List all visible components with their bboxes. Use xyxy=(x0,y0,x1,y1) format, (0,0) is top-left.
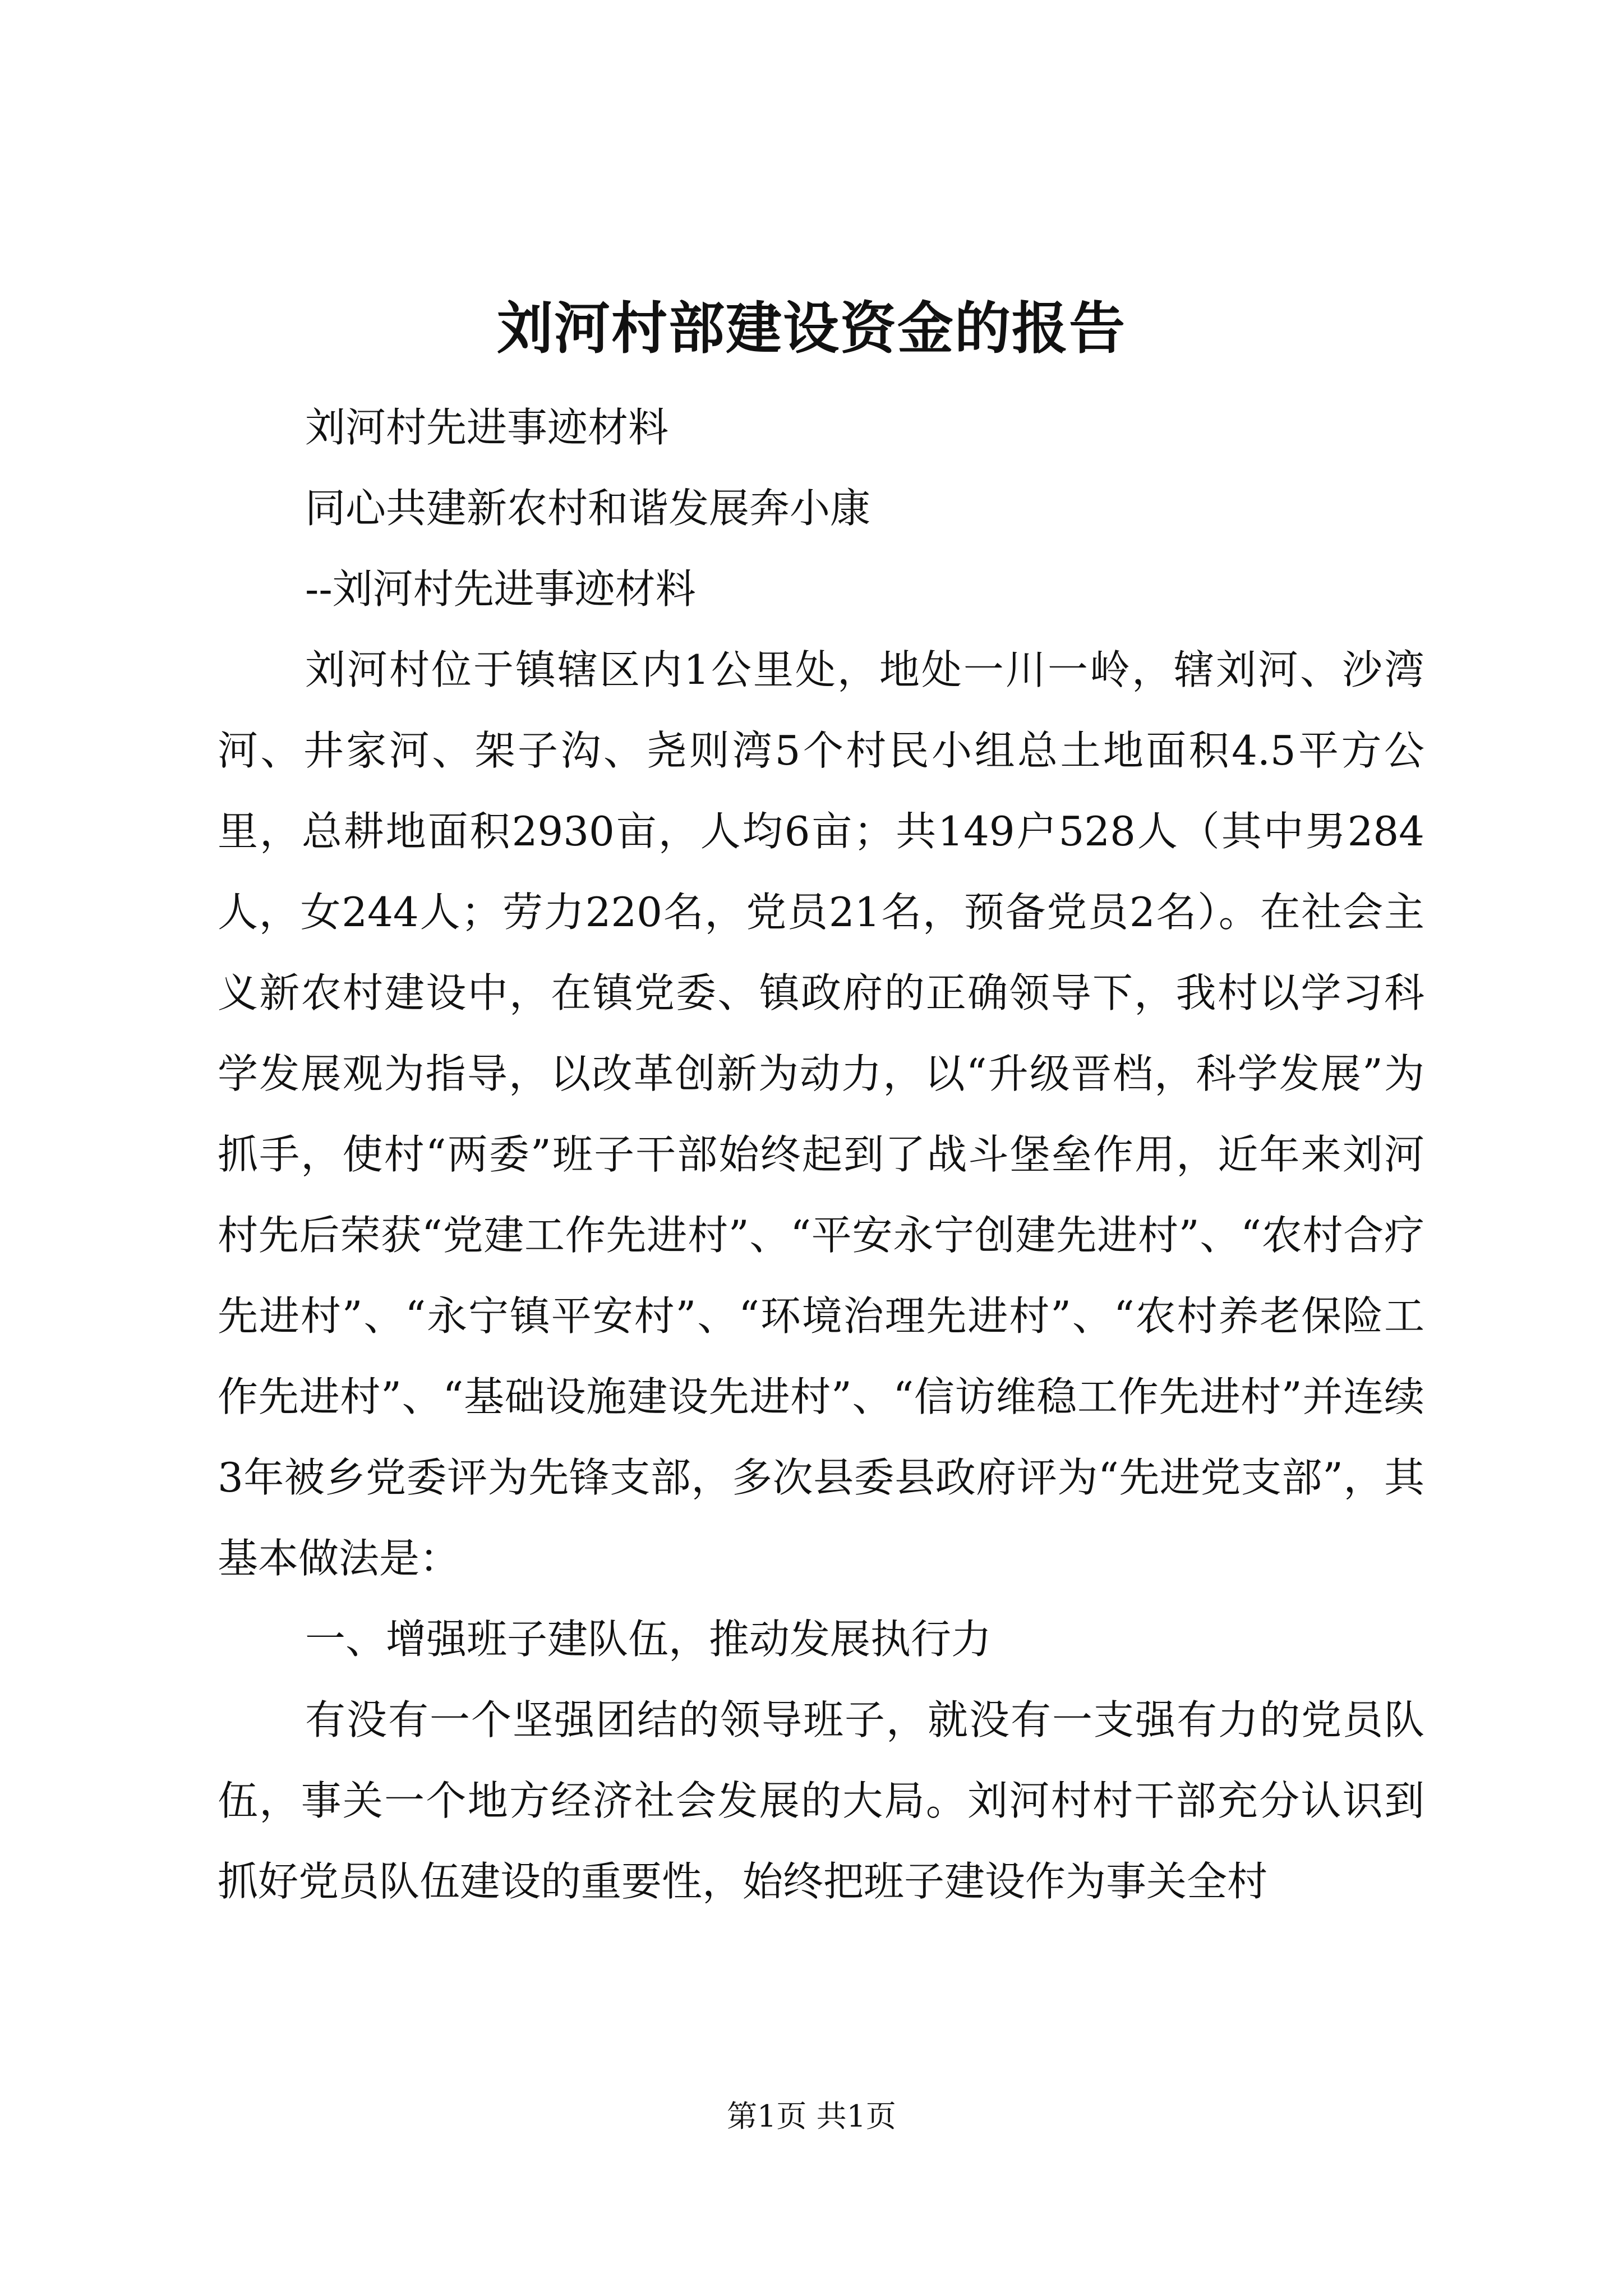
paragraph-slogan: 同心共建新农村和谐发展奔小康 xyxy=(305,485,871,532)
paragraph-section-body: 有没有一个坚强团结的领导班子，就没有一支强有力的党员队伍，事关一个地方经济社会发展的大局。刘河村村干部充分认识到抓好党员队伍建设的重要性，始终把班子建设作为事关全村 xyxy=(218,1696,1424,1905)
document-title: 刘河村部建设资金的报告 xyxy=(497,295,1126,361)
page-footer: 第1页 共1页 xyxy=(727,2099,896,2134)
paragraph-subheading: --刘河村先进事迹材料 xyxy=(305,565,696,613)
paragraph-intro: 刘河村位于镇辖区内1公里处，地处一川一岭，辖刘河、沙湾河、井家河、架子沟、尧则湾5个村民小组总土地面积4.5平方公里，总耕地面积2930亩，人均6亩；共149户528人（其中男284人，女244人；劳力220名，党员21名，预备党员2名）。在社会主义新农村建设中，在镇党委、镇政府的正确领导下，我村以学习科学发展观为指导，以改革创新为动力，以“升级晋档，科学发展”为抓手，使村“两委”班子干部始终起到了战斗堡垒作用，近年来刘河村先后荣获“党建工作先进村”、“平安永宁创建先进村”、“农村合疗先进村”、“永宁镇平安村”、“环境治理先进村”、“农村养老保险工作先进村”、“基础设施建设先进村”、“信访维稳工作先进村”并连续3年被乡党委评为先锋支部，多次县委县政府评为“先进党支部”，其基本做法是： xyxy=(218,646,1424,1582)
paragraph-subtitle: 刘河村先进事迹材料 xyxy=(305,404,669,451)
paragraph-section-heading: 一、增强班子建队伍，推动发展执行力 xyxy=(305,1616,992,1663)
document-body xyxy=(218,387,1424,1922)
